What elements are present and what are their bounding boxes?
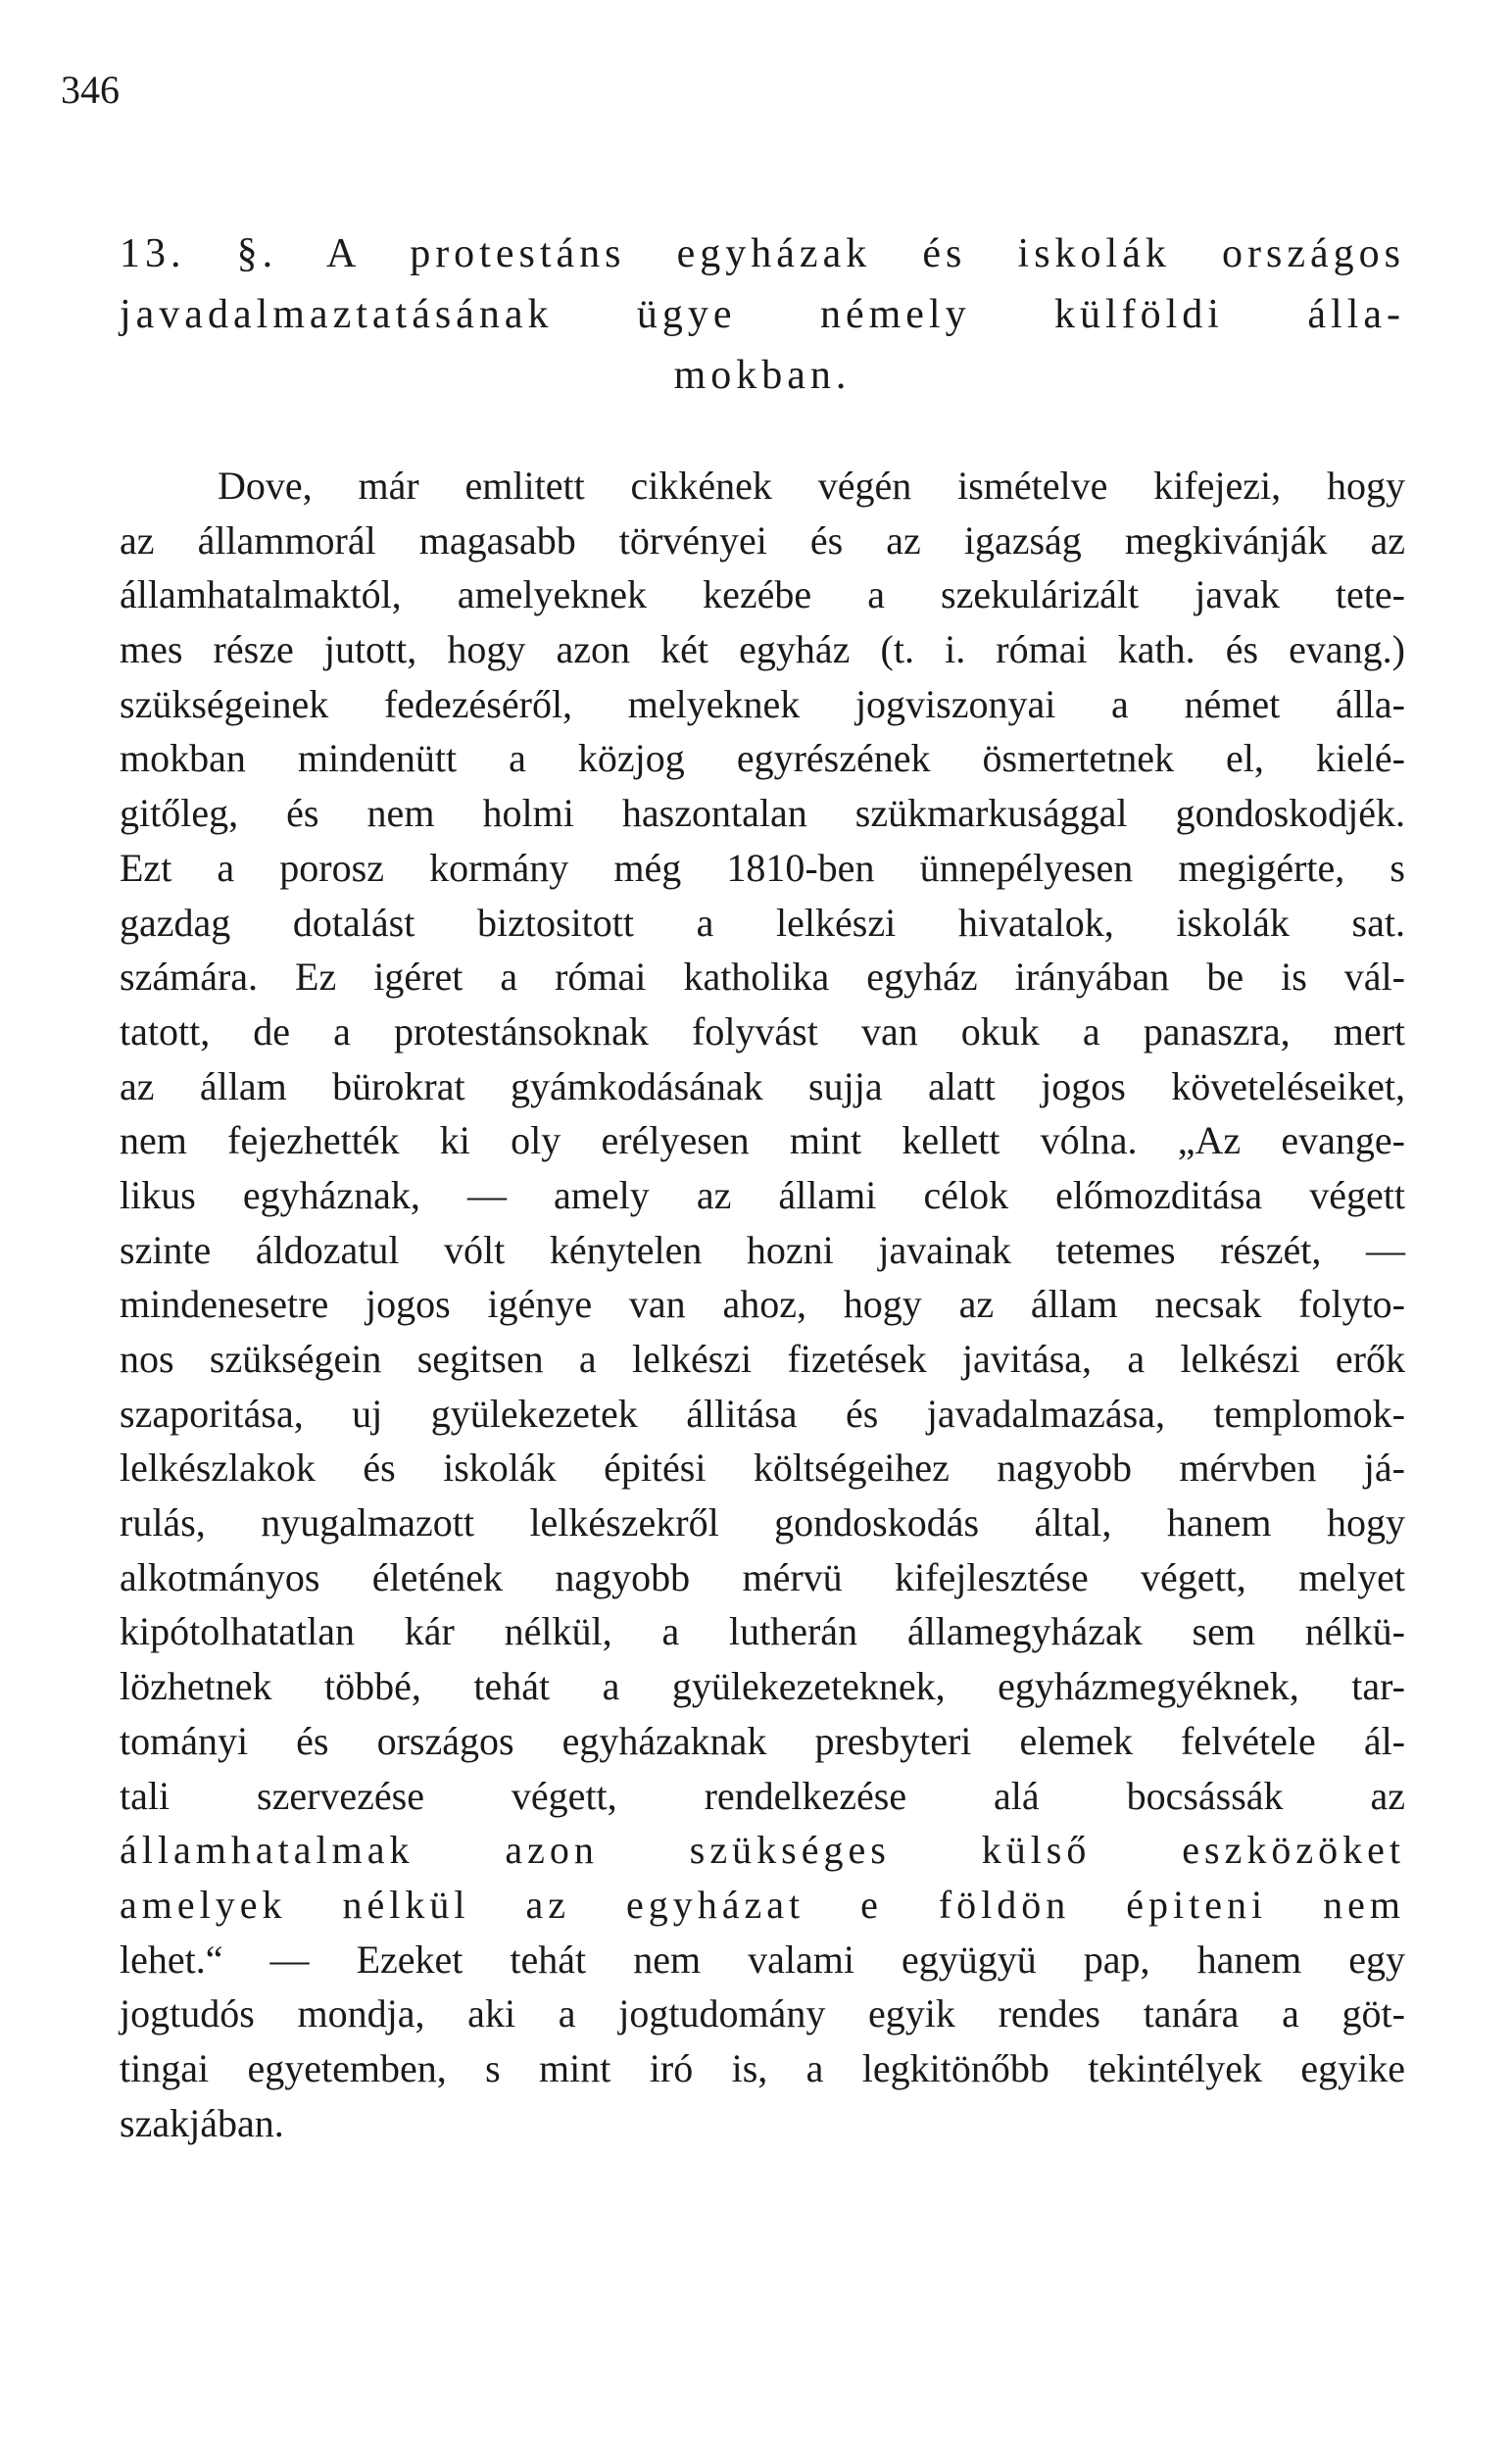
text-line: likus egyháznak, — amely az állami célok előmozditása végett [120, 1172, 1405, 1217]
text-line: szinte áldozatul vólt kénytelen hozni javainak tetemes részét, — [120, 1227, 1405, 1272]
text-line: gazdag dotalást biztositott a lelkészi hivatalok, iskolák sat. [120, 900, 1405, 945]
text-line: mes része jutott, hogy azon két egyház (t. i. római kath. és evang.) [120, 627, 1405, 672]
text-line: gitőleg, és nem holmi haszontalan szükmarkusággal gondoskodjék. [120, 791, 1405, 836]
text-line: rulás, nyugalmazott lelkészekről gondoskodás által, hanem hogy [120, 1500, 1405, 1545]
text-line: szakjában. [120, 2100, 284, 2145]
body-text [120, 459, 1405, 2150]
text-line: az állammorál magasabb törvényei és az igazság megkivánják az [120, 517, 1405, 563]
text-line: lözhetnek többé, tehát a gyülekezeteknek, egyházmegyéknek, tar- [120, 1664, 1405, 1709]
text-line: tatott, de a protestánsoknak folyvást van okuk a panaszra, mert [120, 1008, 1405, 1054]
text-line: nos szükségein segitsen a lelkészi fizetések javitása, a lelkészi erők [120, 1337, 1405, 1381]
text-line: szaporitása, uj gyülekezetek állitása és javadalmazása, templomok- [120, 1391, 1405, 1436]
text-line: lehet.“ — Ezeket tehát nem valami együgyü pap, hanem egy [120, 1937, 1405, 1982]
text-line: jogtudós mondja, aki a jogtudomány egyik rendes tanára a göt- [120, 1991, 1405, 2036]
text-line: államhatalmak azon szükséges külső eszközöket [120, 1828, 1405, 1873]
text-line: számára. Ez igéret a római katholika egyház irányában be is vál- [120, 955, 1405, 1000]
text-line: szükségeinek fedezéséről, melyeknek jogviszonyai a német álla- [120, 681, 1405, 726]
text-line: tingai egyetemben, s mint iró is, a legkitönőbb tekintélyek egyike [120, 2045, 1405, 2090]
heading-line: 13. §. A protestáns egyházak és iskolák országos [120, 231, 1405, 276]
text-line: államhatalmaktól, amelyeknek kezébe a szekulárizált javak tete- [120, 572, 1405, 617]
heading-line: mokban. [673, 353, 852, 398]
text-line: Ezt a porosz kormány még 1810-ben ünnepélyesen megigérte, s [120, 845, 1405, 890]
text-line: alkotmányos életének nagyobb mérvü kifejlesztése végett, melyet [120, 1554, 1405, 1599]
text-line: amelyek nélkül az egyházat e földön épiteni nem [120, 1882, 1405, 1927]
text-line: kipótolhatatlan kár nélkül, a lutherán államegyházak sem nélkü- [120, 1609, 1405, 1654]
text-line: az állam bürokrat gyámkodásának sujja alatt jogos követeléseiket, [120, 1063, 1405, 1108]
text-line: mokban mindenütt a közjog egyrészének ösmertetnek el, kielé- [120, 736, 1405, 781]
text-line: lelkészlakok és iskolák épitési költségeihez nagyobb mérvben já- [120, 1446, 1405, 1491]
text-line: Dove, már emlitett cikkének végén ismételve kifejezi, hogy [218, 464, 1405, 508]
text-line: mindenesetre jogos igénye van ahoz, hogy az állam necsak folyto- [120, 1282, 1405, 1327]
text-line: tali szervezése végett, rendelkezése alá bocsássák az [120, 1773, 1405, 1818]
text-line: tományi és országos egyházaknak presbyteri elemek felvétele ál- [120, 1718, 1405, 1763]
heading-line: javadalmaztatásának ügye némely külföldi álla- [120, 292, 1405, 337]
section-heading [120, 223, 1405, 406]
text-line: nem fejezhették ki oly erélyesen mint kellett vólna. „Az evange- [120, 1118, 1405, 1163]
page-number: 346 [61, 68, 120, 112]
